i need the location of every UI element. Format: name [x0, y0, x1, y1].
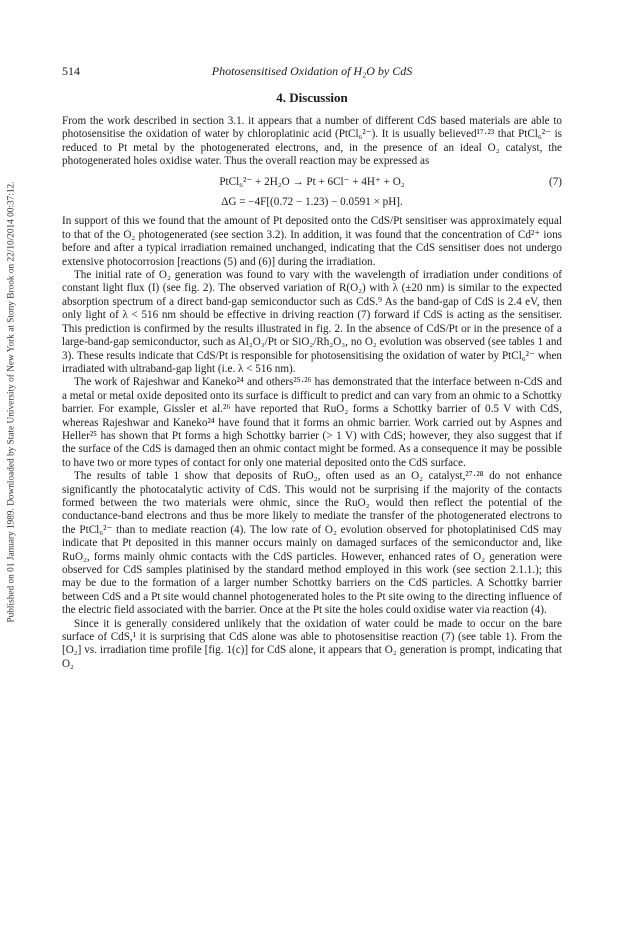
running-header: [62, 64, 562, 80]
paragraph-wavelength: The initial rate of O₂ generation was found to vary with the wavelength of irradiation under conditions of constant light flux (I) (see fig. 2). The observed variation of R(O₂) with λ (±20 nm) is similar to the expected absorption spectrum of a direct band-gap semiconductor such as CdS.⁹ As the band-gap of CdS is 2.4 eV, then only light of λ < 516 nm should be effective in driving reaction (7) forward if CdS is acting as the sensitiser. This prediction is confirmed by the results illustrated in fig. 2. In the absence of CdS/Pt or in the presence of a large-band-gap semiconductor, such as Al₂O₃/Pt or SiO₂/Rh₂O₃, no O₂ evolution was observed (see tables 1 and 3). These results indicate that CdS/Pt is responsible for photosensitising the oxidation of water by PtCl₆²⁻ when irradiated with ultraband-gap light (i.e. λ < 516 nm).: [62, 269, 562, 375]
paragraph-intro: From the work described in section 3.1. it appears that a number of different CdS based materials are able to photosensitise the oxidation of water by chloroplatinic acid (PtCl₆²⁻). It is usually believed¹⁷·²³ that PtCl₆²⁻ is reduced to Pt metal by the photogenerated electrons, and, in the presence of an ideal O₂ catalyst, the photogenerated holes oxidise water. Thus the overall reaction may be expressed as: [62, 115, 562, 168]
page-number: 514: [62, 64, 80, 78]
paragraph-ruo2: The results of table 1 show that deposits of RuO₂, often used as an O₂ catalyst,²⁷·²⁸ do not enhance significantly the photocatalytic activity of CdS. This would not be surprising if the majority of the contacts formed between the two materials were ohmic, since the RuO₂ would then reflect the potential of the conductance-band electrons and thus be more likely to mediate the transfer of the photogenerated electrons to the PtCl₆²⁻ than to mediate reaction (4). The low rate of O₂ evolution observed for photoplatinised CdS may indicate that Pt deposited in this manner occurs mainly on damaged surfaces of the semiconductor and, like RuO₂, forms mainly ohmic contacts with the CdS particles. However, enhanced rates of O₂ generation were observed for CdS samples platinised by the standard method employed in this work (see section 2.1.1.); this may be due to the formation of a larger number Schottky barriers on the CdS particles. A Schottky barrier between CdS and a Pt site would channel photogenerated holes to the Pt site owing to the directing influence of the electric field associated with the barrier. Once at the Pt site the holes could oxidise water via reaction (4).: [62, 470, 562, 617]
equation-reaction-7: [62, 176, 562, 189]
equation-reaction-7-number: (7): [549, 175, 562, 188]
paragraph-schottky: The work of Rajeshwar and Kaneko²⁴ and others²⁵·²⁶ has demonstrated that the interface between n-CdS and a metal or metal oxide deposited onto its surface is difficult to predict and can vary from an ohmic to a Schottky barrier. For example, Gissler et al.²⁶ have reported that RuO₂ forms a Schottky barrier of 0.5 V with CdS, whereas Rajeshwar and Kaneko²⁴ have found that it forms an ohmic barrier. Work carried out by Aspnes and Heller²⁵ has shown that Pt forms a high Schottky barrier (> 1 V) with CdS; however, they also suggest that if the surface of the CdS is damaged then an ohmic contact might be formed. As a consequence it may be possible to have two or more types of contact for only one material deposited onto the CdS surface.: [62, 376, 562, 469]
running-title: Photosensitised Oxidation of H₂O by CdS: [211, 64, 413, 78]
paragraph-support: In support of this we found that the amount of Pt deposited onto the CdS/Pt sensitiser was approximately equal to that of the O₂ photogenerated (see section 3.2). In addition, it was found that the concentration of Cd²⁺ ions before and after a typical irradiation remained unchanged, indicating that the CdS sensitiser does not undergo extensive photocorrosion [reactions (5) and (6)] during the irradiation.: [62, 215, 562, 268]
equation-gibbs-energy-body: ΔG = −4F[(0.72 − 1.23) − 0.0591 × pH].: [221, 196, 403, 209]
download-note-text: Published on 01 January 1989. Downloaded by State University of New York at Stony Brook on 22/10/2014 00:37:12.: [7, 181, 17, 623]
section-heading: 4. Discussion: [276, 90, 348, 105]
equation-gibbs-energy: [62, 196, 562, 209]
paragraph-bare-cds: Since it is generally considered unlikely that the oxidation of water could be made to occur on the bare surface of CdS,¹ it is surprising that CdS alone was able to photosensitise reaction (7) (see table 1). From the [O₂] vs. irradiation time profile [fig. 1(c)] for CdS alone, it appears that O₂ generation is prompt, indicating that O₂: [62, 617, 562, 670]
equation-reaction-7-body: PtCl₆²⁻ + 2H₂O → Pt + 6Cl⁻ + 4H⁺ + O₂: [219, 175, 405, 188]
article-page: [62, 64, 562, 671]
download-note-sidebar: [6, 92, 18, 712]
